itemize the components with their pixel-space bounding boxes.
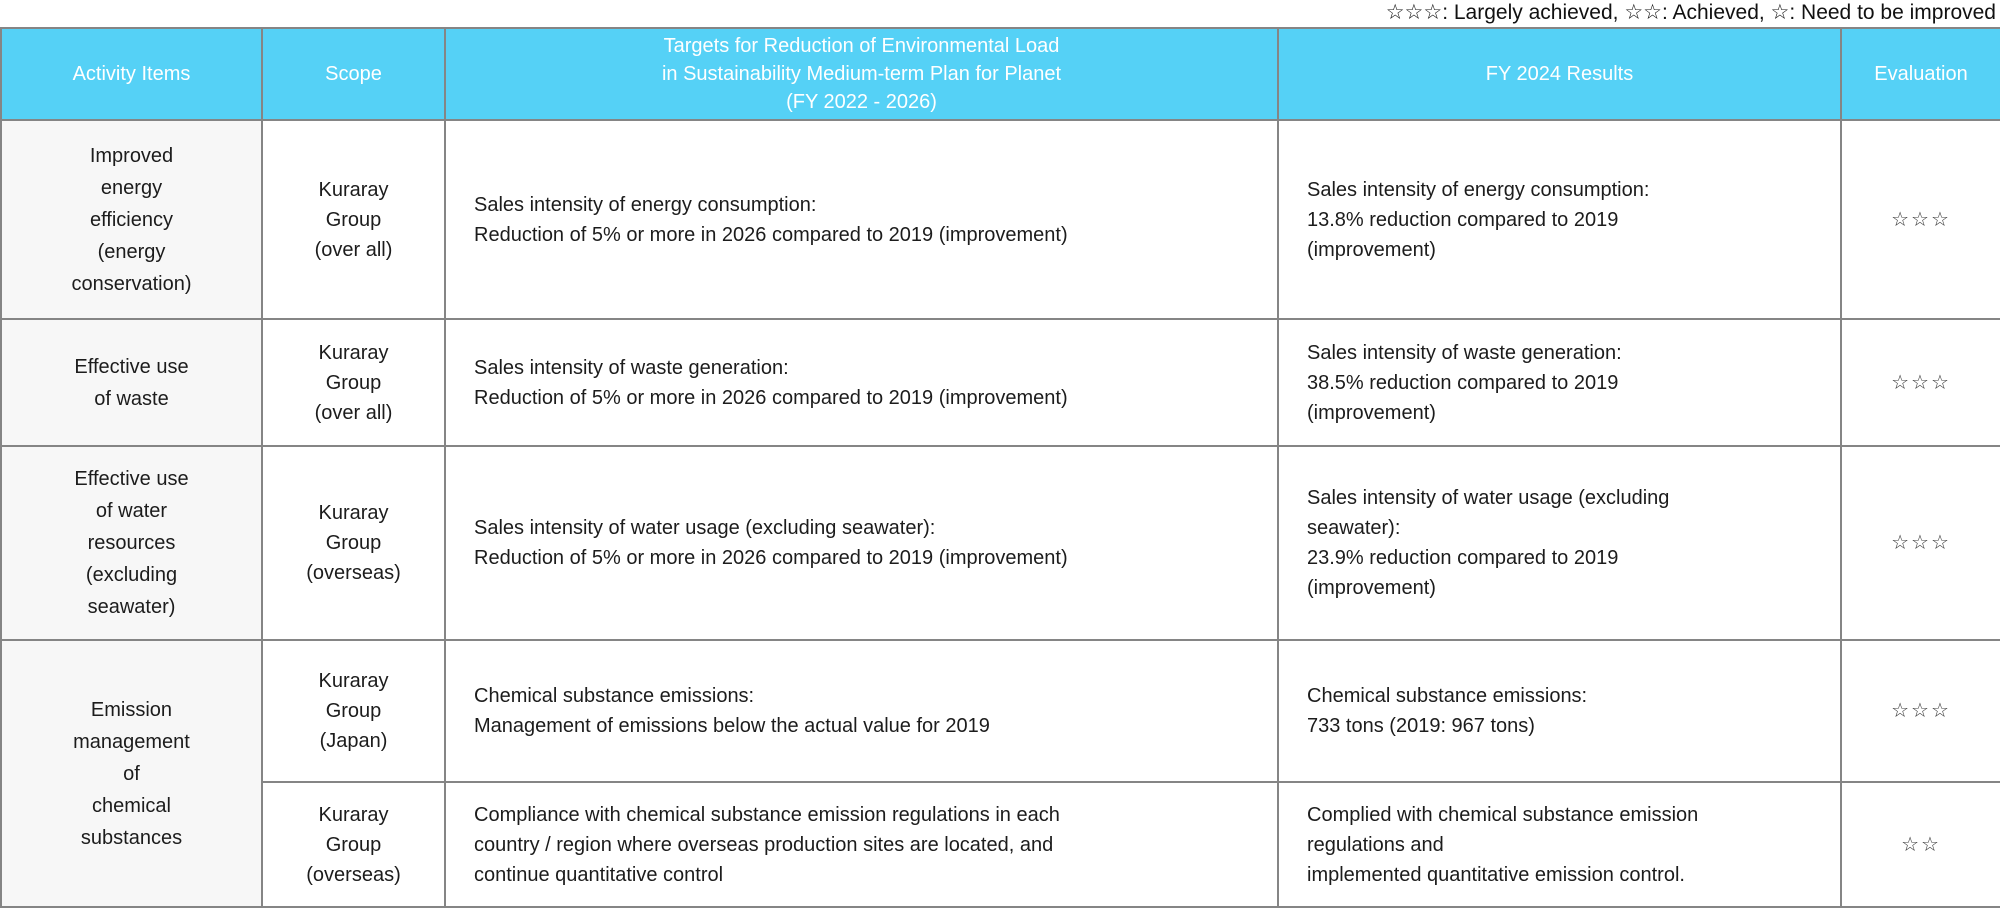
header-activity-items: Activity Items — [1, 28, 262, 120]
scope-cell: Kuraray Group (overseas) — [262, 446, 445, 640]
target-cell: Chemical substance emissions: Management of emissions below the actual value for 2019 — [445, 640, 1278, 782]
header-scope: Scope — [262, 28, 445, 120]
header-fy2024-results: FY 2024 Results — [1278, 28, 1841, 120]
evaluation-stars: ☆☆☆ — [1841, 640, 2000, 782]
activity-cell-merged: Emission management of chemical substances — [1, 640, 262, 907]
evaluation-stars: ☆☆☆ — [1841, 319, 2000, 446]
result-cell: Sales intensity of water usage (excluding seawater): 23.9% reduction compared to 2019 (improvement) — [1278, 446, 1841, 640]
table-row — [1, 640, 2000, 782]
header-evaluation: Evaluation — [1841, 28, 2000, 120]
target-cell: Sales intensity of waste generation: Reduction of 5% or more in 2026 compared to 2019 (improvement) — [445, 319, 1278, 446]
activity-cell: Effective use of water resources (excluding seawater) — [1, 446, 262, 640]
activity-cell: Improved energy efficiency (energy conservation) — [1, 120, 262, 319]
environmental-targets-table — [0, 27, 2000, 908]
activity-cell: Effective use of waste — [1, 319, 262, 446]
scope-cell: Kuraray Group (over all) — [262, 319, 445, 446]
result-cell: Sales intensity of waste generation: 38.5% reduction compared to 2019 (improvement) — [1278, 319, 1841, 446]
evaluation-stars: ☆☆☆ — [1841, 120, 2000, 319]
header-row — [1, 28, 2000, 120]
evaluation-stars: ☆☆ — [1841, 782, 2000, 907]
table-row — [1, 120, 2000, 319]
target-cell: Sales intensity of water usage (excluding seawater): Reduction of 5% or more in 2026 compared to 2019 (improvement) — [445, 446, 1278, 640]
result-cell: Sales intensity of energy consumption: 13.8% reduction compared to 2019 (improvement) — [1278, 120, 1841, 319]
scope-cell: Kuraray Group (overseas) — [262, 782, 445, 907]
table-header — [1, 28, 2000, 120]
header-targets: Targets for Reduction of Environmental Load in Sustainability Medium-term Plan for Planet (FY 2022 - 2026) — [445, 28, 1278, 120]
evaluation-stars: ☆☆☆ — [1841, 446, 2000, 640]
evaluation-legend: ☆☆☆: Largely achieved, ☆☆: Achieved, ☆: Need to be improved — [1385, 1, 1996, 24]
scope-cell: Kuraray Group (over all) — [262, 120, 445, 319]
target-cell: Sales intensity of energy consumption: Reduction of 5% or more in 2026 compared to 2019 (improvement) — [445, 120, 1278, 319]
table-row — [1, 446, 2000, 640]
result-cell: Complied with chemical substance emission regulations and implemented quantitative emission control. — [1278, 782, 1841, 907]
result-cell: Chemical substance emissions: 733 tons (2019: 967 tons) — [1278, 640, 1841, 782]
target-cell: Compliance with chemical substance emission regulations in each country / region where overseas production sites are located, and continue quantitative control — [445, 782, 1278, 907]
table-row — [1, 782, 2000, 907]
scope-cell: Kuraray Group (Japan) — [262, 640, 445, 782]
table-row — [1, 319, 2000, 446]
